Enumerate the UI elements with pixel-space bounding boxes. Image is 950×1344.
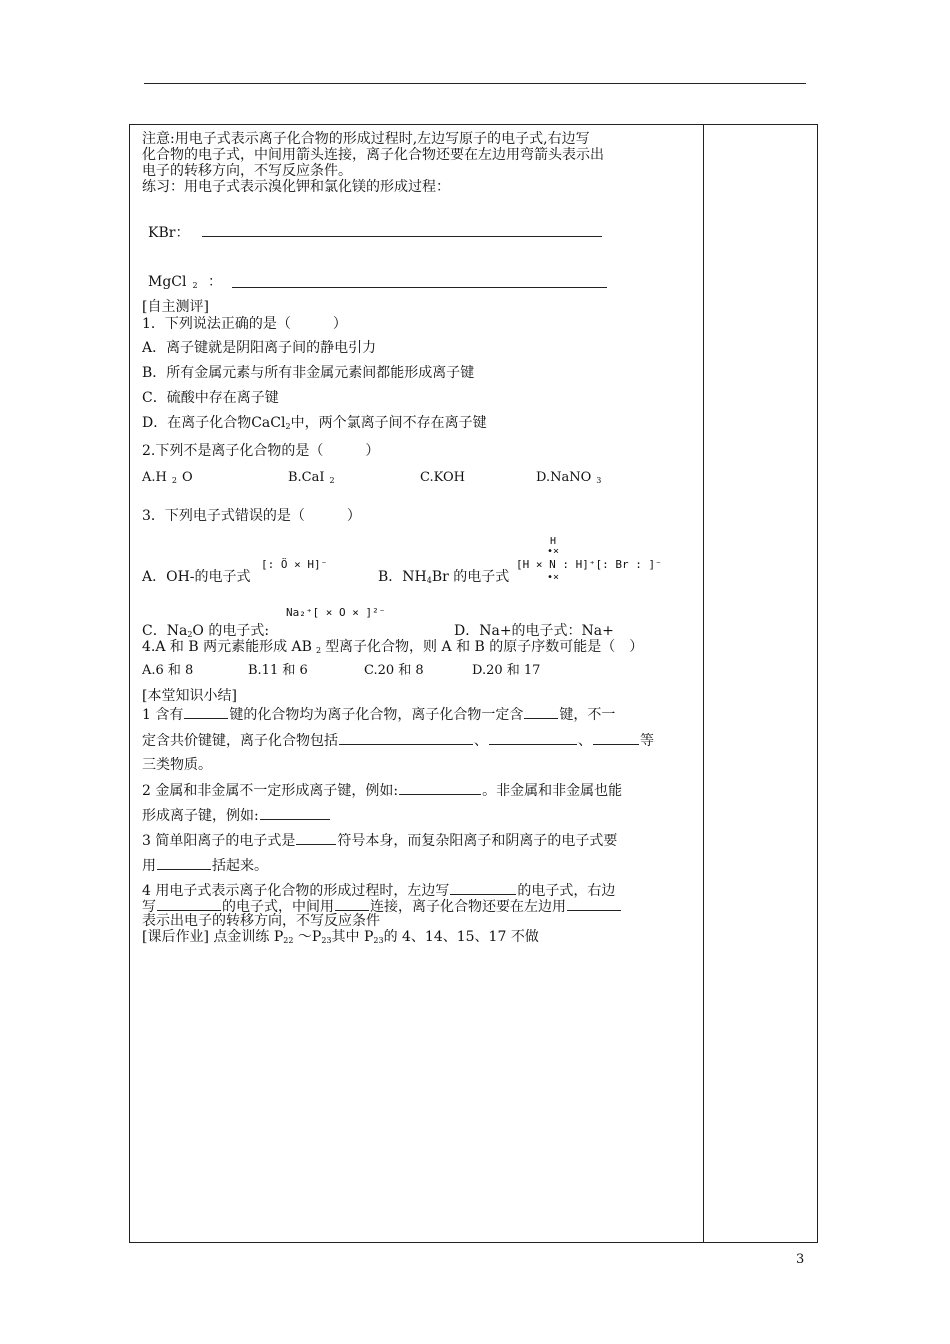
q3-stem: 3．下列电子式错误的是（ ） bbox=[142, 508, 361, 524]
summary-item-4-line-1: 4 用电子式表示离子化合物的形成过程时，左边写 的电子式，右边 bbox=[142, 883, 616, 899]
blank-5[interactable] bbox=[593, 732, 639, 745]
na2o-electron-formula: Na₂⁺[ × O × ]²⁻ bbox=[286, 606, 386, 619]
blank-8[interactable] bbox=[296, 832, 336, 845]
q3-option-c-label: C．$Na_2O$ 的电子式: bbox=[142, 623, 270, 639]
q1-stem: 1．下列说法正确的是（ ） bbox=[142, 316, 347, 332]
practice-line: 练习：用电子式表示溴化钾和氯化镁的形成过程： bbox=[142, 179, 450, 195]
summary-item-2-line-2: 形成离子键，例如: bbox=[142, 807, 331, 824]
blank-2[interactable] bbox=[524, 706, 558, 719]
summary-item-1-line-3: 三类物质。 bbox=[142, 757, 212, 773]
self-test-heading: [自主测评] bbox=[142, 299, 209, 315]
blank-10[interactable] bbox=[450, 882, 516, 895]
q2-option-a: A.H $_2$ O bbox=[142, 470, 193, 485]
summary-item-3-line-1: 3 简单阳离子的电子式是 符号本身，而复杂阳离子和阴离子的电子式要 bbox=[142, 833, 618, 849]
q1-option-c: C．硫酸中存在离子键 bbox=[142, 390, 279, 406]
summary-item-2-line-1: 2 金属和非金属不一定形成离子键，例如: 。非金属和非金属也能 bbox=[142, 783, 623, 799]
homework-line: [课后作业] 点金训练 $P_{22}$ $\sim P_{23}$其中 $P_{23}$的 4、14、15、17 不做 bbox=[142, 929, 539, 945]
q2-stem: 2.下列不是离子化合物的是（ ） bbox=[142, 443, 380, 459]
q3-option-b-label: B．$NH_4Br$ 的电子式 bbox=[378, 569, 510, 585]
summary-heading: [本堂知识小结] bbox=[142, 688, 237, 704]
q1-option-a: A．离子键就是阴阳离子间的静电引力 bbox=[142, 340, 377, 356]
intro-line-3: 电子的转移方向，不写反应条件。 bbox=[142, 163, 352, 179]
q4-option-d: D.20 和 17 bbox=[472, 663, 541, 678]
q4-option-b: B.11 和 6 bbox=[248, 663, 308, 678]
q4-option-c: C.20 和 8 bbox=[364, 663, 424, 678]
summary-item-4-line-2: 写 的电子式，中间用 连接，离子化合物还要在左边用 bbox=[142, 898, 622, 915]
content-frame bbox=[129, 124, 818, 1243]
blank-4[interactable] bbox=[489, 732, 577, 745]
q1-option-d: D．在离子化合物CaCl$_2$中，两个氯离子间不存在离子键 bbox=[142, 415, 487, 431]
nh4-top-cross: •× bbox=[547, 546, 560, 557]
nh4-top-h: H bbox=[550, 536, 557, 547]
blank-3[interactable] bbox=[339, 732, 473, 745]
oh-electron-formula: [: Ö × H]⁻ bbox=[261, 558, 328, 571]
q2-option-b: B.CaI $_2$ bbox=[288, 470, 335, 485]
kbr-label: KBr： bbox=[148, 225, 190, 241]
blank-6[interactable] bbox=[399, 782, 481, 795]
nh4-bottom-cross: •× bbox=[547, 572, 560, 583]
blank-9[interactable] bbox=[157, 857, 211, 870]
summary-item-3-line-2: 用 括起来。 bbox=[142, 858, 268, 874]
header-rule bbox=[144, 83, 806, 84]
blank-12[interactable] bbox=[335, 898, 369, 911]
q2-option-d: D.NaNO $_3$ bbox=[536, 470, 602, 485]
summary-item-1-line-1: 1 含有 键的化合物均为离子化合物，离子化合物一定含 键，不一 bbox=[142, 707, 616, 723]
blank-1[interactable] bbox=[184, 706, 228, 719]
page-number: 3 bbox=[796, 1252, 805, 1267]
intro-line-1: 注意:用电子式表示离子化合物的形成过程时,左边写原子的电子式,右边写 bbox=[142, 131, 590, 147]
summary-item-4-line-3: 表示出电子的转移方向，不写反应条件 bbox=[142, 913, 380, 929]
blank-13[interactable] bbox=[567, 898, 621, 911]
q4-stem: 4.A 和 B 两元素能形成 AB $_2$ 型离子化合物，则 A 和 B 的原子序数可能是（ ） bbox=[142, 639, 644, 655]
intro-line-2: 化合物的电子式，中间用箭头连接，离子化合物还要在左边用弯箭头表示出 bbox=[142, 147, 604, 163]
q2-option-c: C.KOH bbox=[420, 470, 465, 485]
q3-option-d-label: D．Na+的电子式：Na+ bbox=[454, 623, 614, 639]
nh4br-electron-formula: [H × N : H]⁺[: Br : ]⁻ bbox=[516, 558, 662, 571]
column-divider bbox=[703, 124, 704, 1243]
q4-option-a: A.6 和 8 bbox=[142, 663, 194, 678]
summary-item-1-line-2: 定含共价键键，离子化合物包括 、 、 等 bbox=[142, 733, 654, 749]
blank-11[interactable] bbox=[157, 898, 221, 911]
mgcl-answer-line[interactable] bbox=[232, 287, 607, 288]
q1-option-b: B．所有金属元素与所有非金属元素间都能形成离子键 bbox=[142, 365, 475, 381]
mgcl-label: MgCl $_2$ ： bbox=[148, 274, 223, 290]
blank-7[interactable] bbox=[260, 807, 330, 820]
kbr-answer-line[interactable] bbox=[202, 236, 602, 237]
q3-option-a-label: A．OH-的电子式 bbox=[142, 569, 251, 585]
